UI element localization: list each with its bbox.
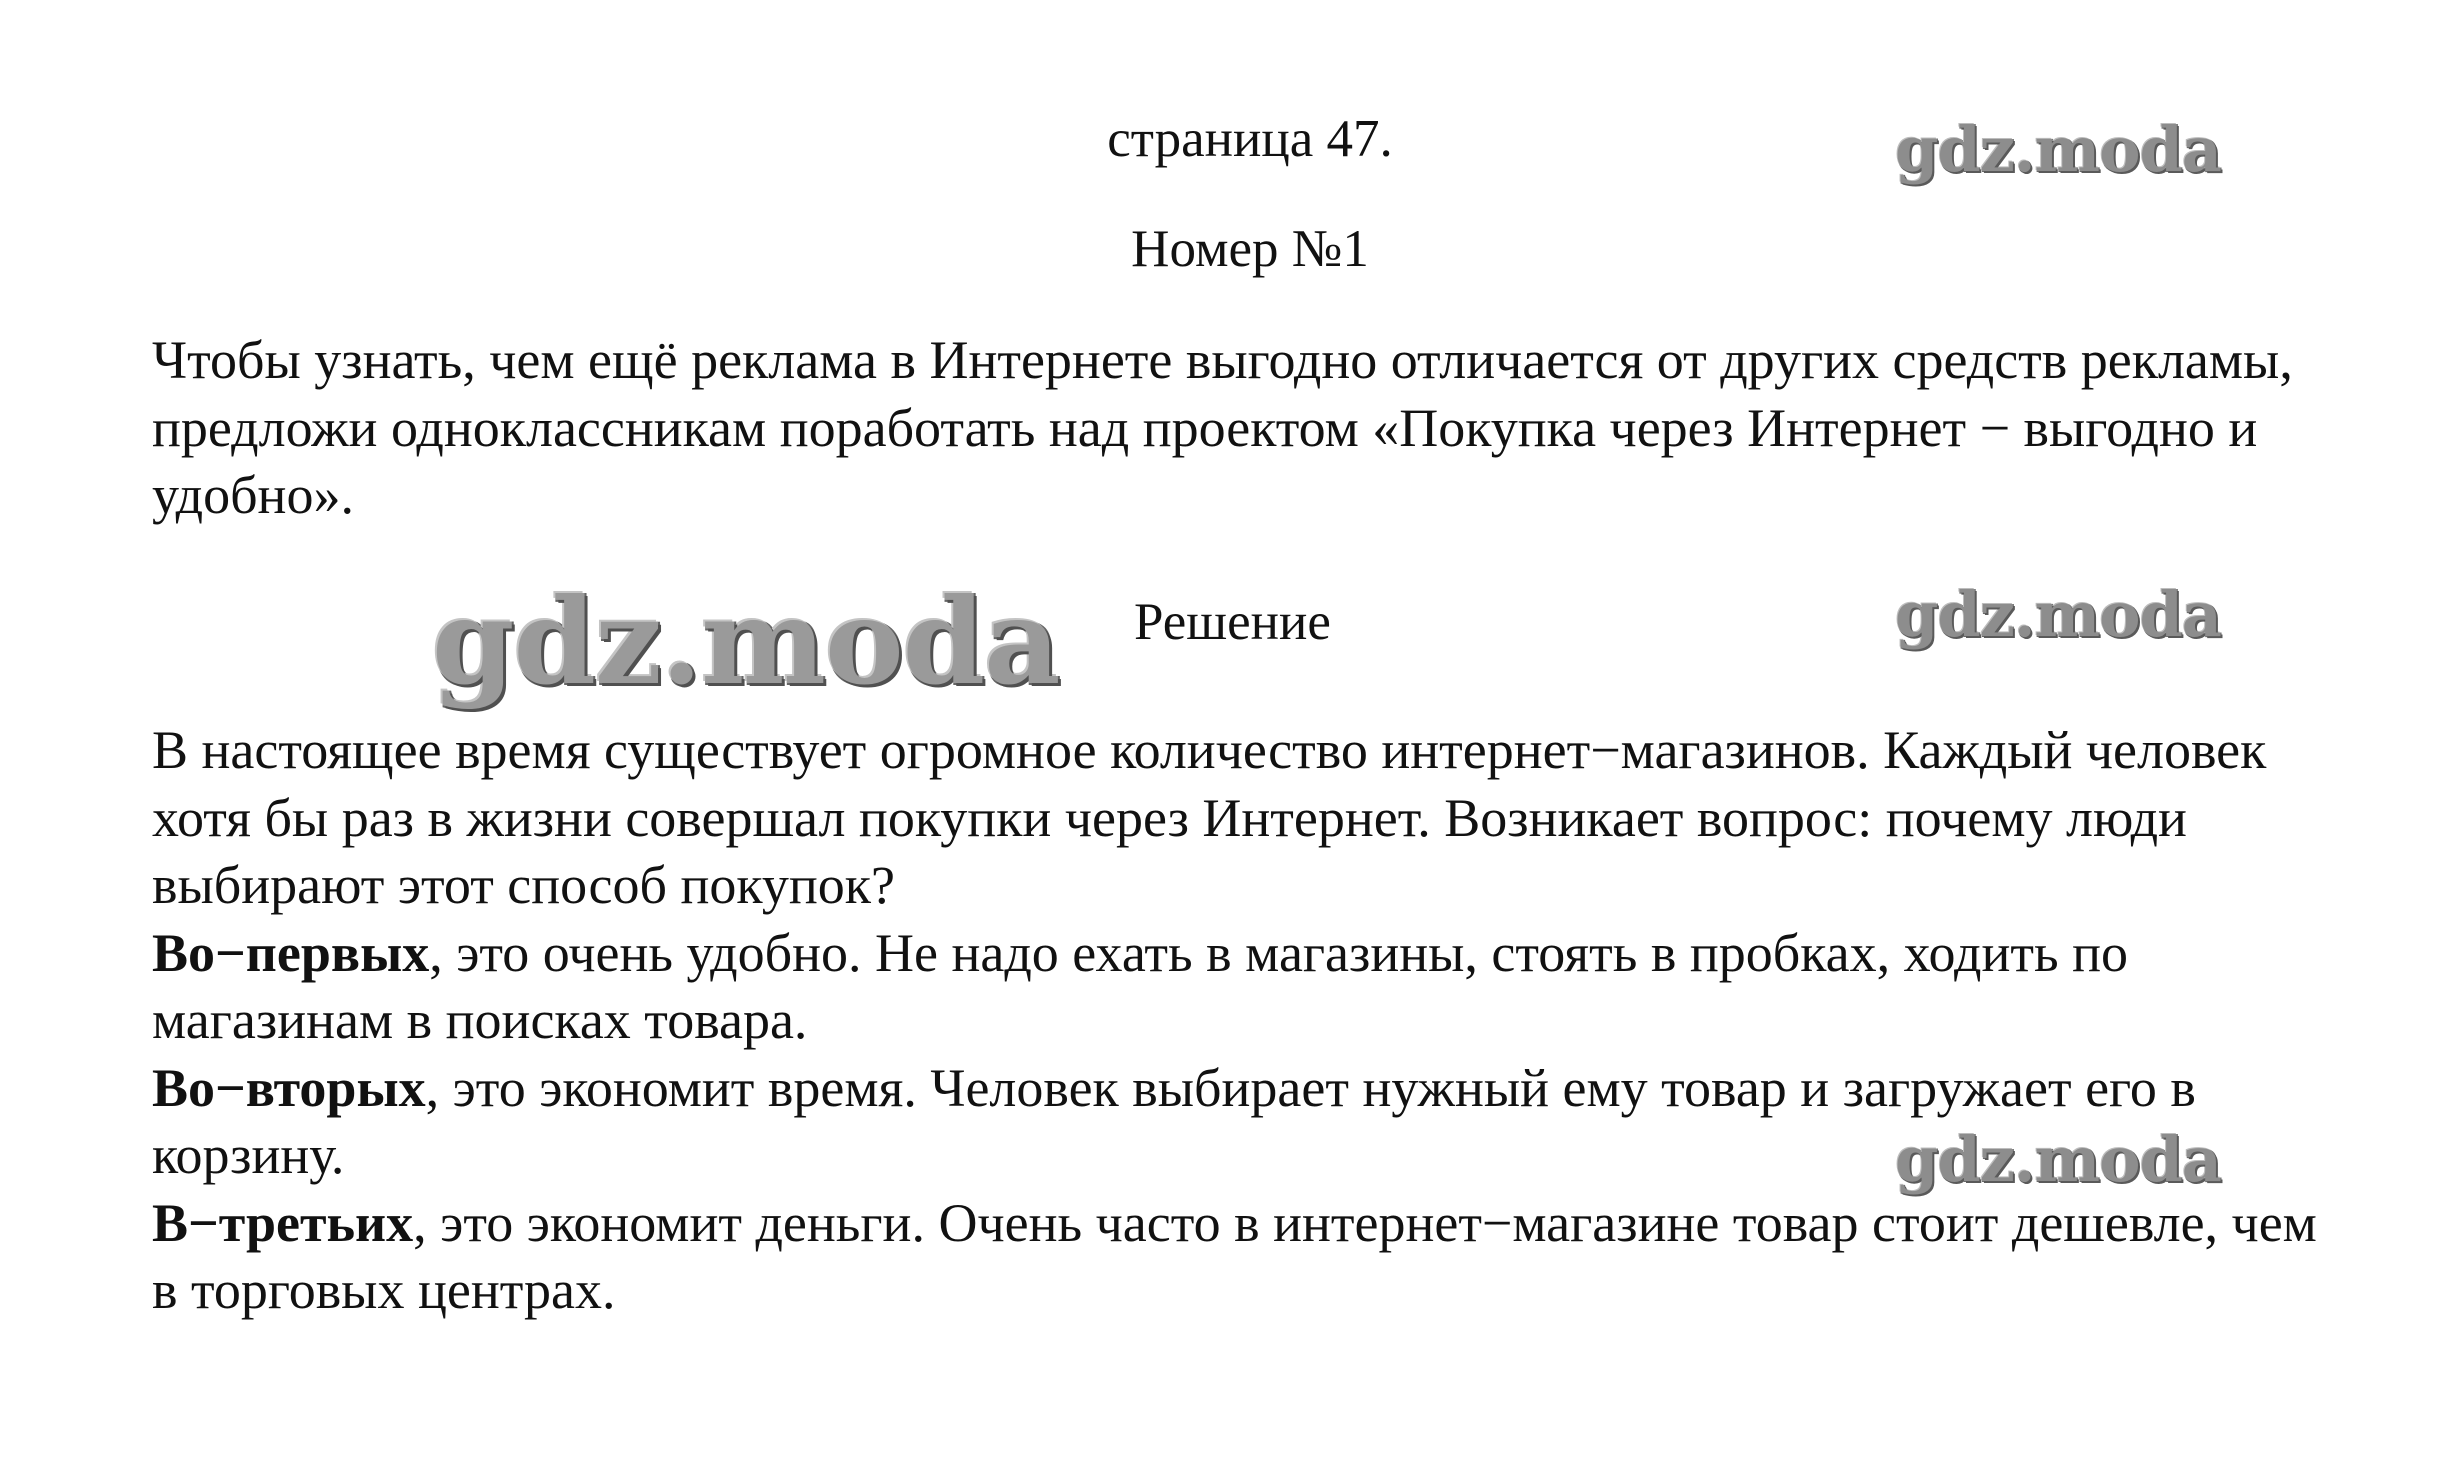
watermark-large: gdz.moda bbox=[432, 572, 1060, 711]
watermark-top: gdz.moda bbox=[1895, 113, 2221, 186]
solution-intro: В настоящее время существует огромное количество интернет−магазинов. Каждый человек хотя бы раз в жизни совершал покупки через Интернет. Возникает вопрос: почему люди выбирают этот способ покупок? bbox=[152, 720, 2267, 915]
watermark-bottom: gdz.moda bbox=[1895, 1123, 2221, 1196]
point-text-first: , это очень удобно. Не надо ехать в магазины, стоять в пробках, ходить по магазинам в поисках товара. bbox=[152, 922, 2128, 1050]
problem-number: Номер №1 bbox=[1131, 220, 1369, 278]
solution-body bbox=[152, 717, 2332, 1325]
point-lead-second: Во−вторых bbox=[152, 1057, 426, 1118]
watermark-middle: gdz.moda bbox=[1895, 578, 2221, 651]
task-text: Чтобы узнать, чем ещё реклама в Интернете выгодно отличается от других средств рекламы, предложи одноклассникам поработать над проектом «Покупка через Интернет − выгодно и удобно». bbox=[152, 330, 2293, 525]
point-text-second: , это экономит время. Человек выбирает нужный ему товар и загружает его в корзину. bbox=[152, 1057, 2196, 1185]
solution-point-third bbox=[152, 1190, 2332, 1325]
solution-point-first bbox=[152, 920, 2332, 1055]
solution-heading: Решение bbox=[1134, 593, 1331, 651]
page-title: страница 47. bbox=[1107, 110, 1393, 168]
point-lead-first: Во−первых bbox=[152, 922, 430, 983]
point-lead-third: В−третьих bbox=[152, 1192, 414, 1253]
point-text-third: , это экономит деньги. Очень часто в интернет−магазине товар стоит дешевле, чем в торговых центрах. bbox=[152, 1192, 2317, 1320]
